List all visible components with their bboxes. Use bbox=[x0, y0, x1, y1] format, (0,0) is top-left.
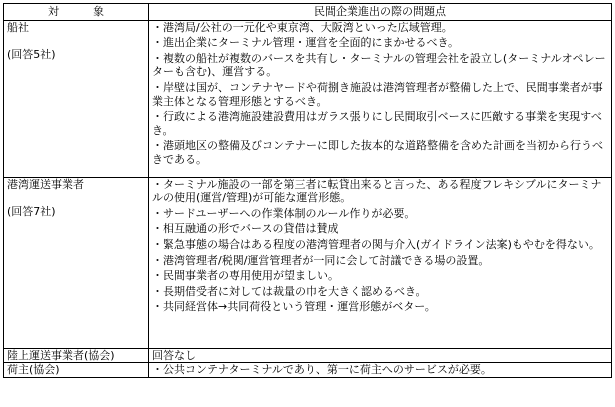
table-row bbox=[4, 20, 612, 177]
respondent-count: (回答5社) bbox=[7, 47, 56, 61]
header-row bbox=[4, 4, 612, 21]
list-item: ・長期借受者に対しては裁量の巾を大きく認めるべき。 bbox=[152, 284, 427, 298]
list-item: ・港湾管理者/税関/運営管理者が一同に会して討議できる場の設置。 bbox=[152, 253, 490, 267]
list-item: ・進出企業にターミナル管理・運営を全面的にまかせるべき。 bbox=[152, 36, 460, 50]
list-item: ・港頭地区の整備及びコンテナーに即した抜本的な道路整備を含めた計画を当初から行うべきである。 bbox=[152, 139, 603, 166]
category-cell bbox=[4, 177, 149, 348]
table-row bbox=[4, 348, 612, 363]
issues-cell bbox=[149, 177, 612, 348]
issues-cell bbox=[149, 20, 612, 177]
category-label: 港湾運送事業者 bbox=[7, 177, 84, 191]
list-item: ・共同経営体→共同荷役という管理・運営形態がベター。 bbox=[152, 300, 436, 314]
category-cell bbox=[4, 348, 149, 363]
list-item: ・公共コンテナターミナルであり、第一に荷主へのサービスが必要。 bbox=[152, 363, 492, 377]
table-row bbox=[4, 363, 612, 378]
category-cell bbox=[4, 363, 149, 378]
issues-table bbox=[3, 3, 612, 378]
category-label: 船社 bbox=[7, 20, 29, 34]
respondent-count: (回答7社) bbox=[7, 204, 56, 218]
issues-cell: 回答なし bbox=[149, 348, 612, 363]
list-item: ・サードユーザーへの作業体制のルール作りが必要。 bbox=[152, 206, 416, 220]
list-item: ・相互融通の形でバースの貸借は賛成 bbox=[152, 222, 339, 236]
list-item: ・ターミナル施設の一部を第三者に転貸出来ると言った、ある程度フレキシブルにターミナルの使用(運営/管理)が可能な運営形態。 bbox=[152, 177, 602, 205]
list-item: ・港湾局/公社の一元化や東京湾、大阪湾といった広域管理。 bbox=[152, 20, 453, 34]
category-cell bbox=[4, 20, 149, 177]
list-item: ・複数の船社が複数のバースを共有し・ターミナルの管理会社を設立し(ターミナルオペレーターも含む)、運営する。 bbox=[152, 51, 606, 79]
header-issues: 民間企業進出の際の問題点 bbox=[149, 4, 612, 21]
category-label: 荷主(協会) bbox=[7, 363, 60, 377]
issues-cell bbox=[149, 363, 612, 378]
list-item: ・緊急事態の場合はある程度の港湾管理者の関与介入(ガイドライン法案)もやむを得ない。 bbox=[152, 237, 600, 251]
category-label: 陸上運送事業者(協会) bbox=[7, 348, 115, 362]
list-item: ・民間事業者の専用使用が望ましい。 bbox=[152, 269, 339, 283]
list-item: ・行政による港湾施設建設費用はガラス張りにし民間取引ベースに匹敵する事業を実現すべき。 bbox=[152, 110, 602, 137]
header-target-part2: 象 bbox=[93, 5, 104, 18]
list-item: ・岸壁は国が、コンテナヤードや荷捌き施設は港湾管理者が整備した上で、民間事業者が事業主体となる管理形態とするべき。 bbox=[152, 80, 603, 108]
header-target bbox=[4, 4, 149, 21]
table-row bbox=[4, 177, 612, 348]
header-target-part1: 対 bbox=[48, 5, 59, 18]
